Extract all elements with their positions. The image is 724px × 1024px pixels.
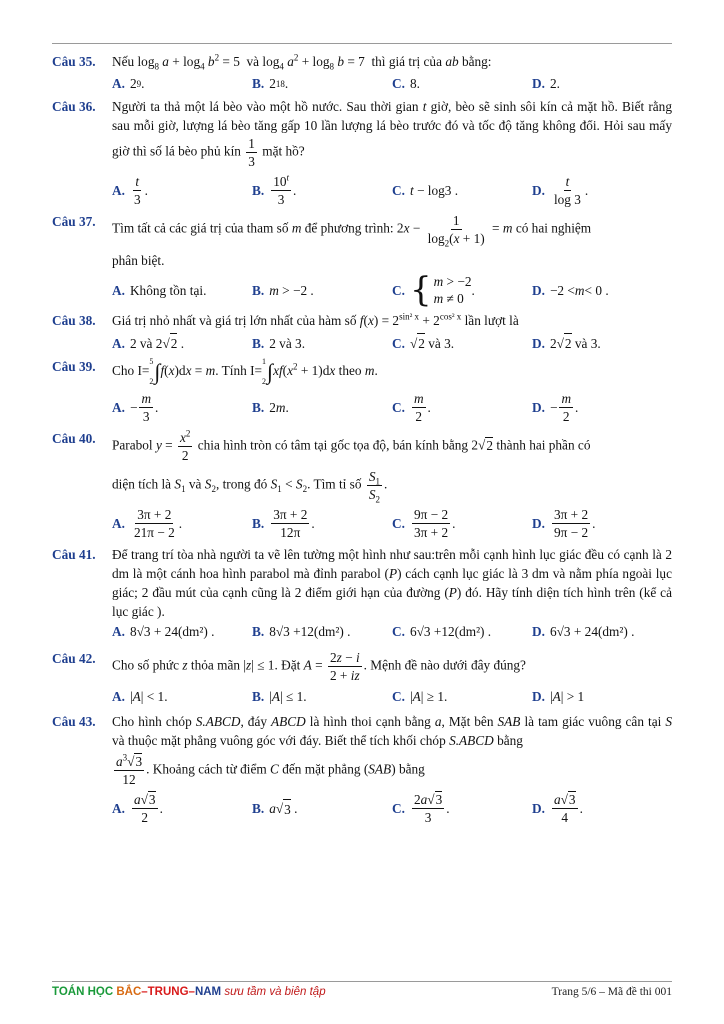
option-a[interactable]: A. − $\frac{m}{3}$ . — [112, 391, 159, 424]
options — [112, 506, 672, 541]
question-number: Câu 43. — [52, 714, 96, 729]
option-c[interactable]: C. $\frac{9\pi - 2}{3\pi + 2}$ . — [392, 507, 456, 540]
option-d[interactable]: D. $\frac{a√3}{4}$ . — [532, 792, 583, 825]
option-c[interactable]: C. 6√3 +12(dm²) . — [392, 624, 492, 639]
footer-brand: TOÁN HỌC BẮC–TRUNG–NAM sưu tầm và biên tập — [52, 986, 326, 998]
options — [112, 173, 672, 208]
question-stem: Parabol y = $\frac{x^2}{2}$ chia hình tròn có tâm tại gốc tọa độ, bán kính bằng 2√2 thành hai phần có diện tích là $S_1$ và $S_2$, trong đó $S_1 < S_2$. Tìm tỉ số $\frac{S_1}{S_2}$ . — [112, 428, 591, 505]
option-d[interactable]: D. −2 < m < 0 . — [532, 282, 609, 298]
option-c[interactable]: C. t − log3 . — [392, 183, 459, 198]
question-number: Câu 39. — [52, 359, 96, 374]
option-c[interactable]: C. { m > −2 m ≠ 0 . — [392, 270, 475, 310]
option-d[interactable]: D. 2. — [532, 76, 560, 91]
option-c[interactable]: C. √ 2 và 3. — [392, 333, 532, 353]
option-a[interactable]: A. 2 và 2√ 2 . — [112, 333, 252, 353]
question-41 — [52, 545, 672, 641]
options — [112, 390, 672, 425]
question-35 — [52, 52, 672, 93]
option-d[interactable]: D. 6√3 + 24(dm²) . — [532, 624, 635, 639]
question-stem: Cho I= 5 2 ∫ f(x)dx = m. Tính I= 1 2 ∫ $xf(x^2 + 1)dx$ theo m. — [112, 357, 378, 386]
question-number: Câu 40. — [52, 431, 96, 446]
question-stem: Người ta thả một lá bèo vào một hồ nước. Sau thời gian t giờ, bèo sẽ sinh sôi kín cả mặt hồ. Biết rằng sau mỗi giờ, lượng lá bèo tăng gấp 10 lần lượng lá bèo trước đó và tốc độ tăng không đổi. Hỏi sau mấy giờ thì số lá bèo phủ kín $\frac{1}{3}$ mặt hồ? — [112, 99, 672, 169]
question-stem: Giá trị nhỏ nhất và giá trị lớn nhất của hàm số $f(x) = 2^{sin^2 x} + 2^{cos^2 x}$ lần lượt là — [112, 311, 519, 328]
header-rule — [52, 43, 672, 44]
footer-rule — [52, 981, 672, 982]
option-b[interactable]: B. m > −2 . — [252, 282, 314, 298]
option-a[interactable]: A. Không tồn tại. — [112, 282, 207, 298]
question-stem: Cho hình chóp S.ABCD, đáy ABCD là hình thoi cạnh bằng a, Mặt bên SAB là tam giác vuông cân tại S và thuộc mặt phẳng vuông góc với đáy. Biết thể tích khối chóp S.ABCD bằng $\frac{a^3√3}{12}$ . Khoảng cách từ điểm C đến mặt phẳng (SAB) bằng — [112, 714, 672, 787]
option-d[interactable]: D. 2√ 2 và 3. — [532, 333, 672, 353]
question-36 — [52, 97, 672, 208]
question-number: Câu 38. — [52, 313, 96, 328]
option-b[interactable]: B. a √ 3 . — [252, 791, 392, 826]
option-b[interactable]: B. 2 m . — [252, 400, 289, 415]
question-stem: Tìm tất cả các giá trị của tham số m để phương trình: 2x − $\frac{1}{\log_2(x + 1)}$ = m có hai nghiệm phân biệt. — [112, 213, 592, 268]
question-43 — [52, 712, 672, 826]
question-stem: Nếu $\log_8 a + \log_4 b^2 = 5$ và $\log_4 a^2 + \log_8 b = 7$ thì giá trị của ab bằng: — [112, 52, 492, 72]
option-b[interactable]: B. 2 18 . — [252, 76, 289, 91]
option-a[interactable]: A. 2 9 . — [112, 76, 145, 91]
question-number: Câu 37. — [52, 214, 96, 229]
question-stem: Để trang trí tòa nhà người ta vẽ lên tường một hình như sau:trên mỗi cạnh hình lục giác đều có cạnh là 2 dm là một cánh hoa hình parabol mà đỉnh parabol (P) cách cạnh lục giác là 3 dm và nằm phía ngoài lục giác; 2 đầu mút của cạnh cũng là 2 điểm giới hạn của đường (P) đó. Hãy tính diện tích hình trên (kể cả lục giác ). — [112, 547, 673, 619]
question-39 — [52, 357, 672, 425]
option-a[interactable]: A. $\frac{3\pi + 2}{21\pi - 2}$ . — [112, 507, 183, 540]
question-number: Câu 42. — [52, 651, 96, 666]
options — [112, 270, 672, 310]
option-a[interactable]: A. 8√3 + 24(dm²) . — [112, 624, 215, 639]
option-d[interactable]: D. | A | > 1 — [532, 689, 585, 704]
options — [112, 687, 672, 706]
option-b[interactable]: B. $\frac{10^t}{3}$ . — [252, 172, 297, 207]
question-40 — [52, 429, 672, 541]
options — [112, 333, 672, 353]
option-b[interactable]: B. 8√3 +12(dm²) . — [252, 624, 351, 639]
exam-page — [52, 52, 672, 830]
question-42 — [52, 649, 672, 706]
question-stem: Cho số phức z thỏa mãn |z| ≤ 1. Đặt A = $\frac{2z - i}{2 + iz}$ . Mệnh đề nào dưới đây đúng? — [112, 650, 526, 683]
question-37 — [52, 212, 672, 310]
option-d[interactable]: D. $\frac{3\pi + 2}{9\pi - 2}$ . — [532, 507, 596, 540]
options — [112, 791, 672, 826]
option-d[interactable]: D. $\frac{t}{\log 3}$ . — [532, 174, 589, 207]
option-b[interactable]: B. | A | ≤ 1. — [252, 689, 307, 704]
option-c[interactable]: C. | A | ≥ 1. — [392, 689, 448, 704]
options — [112, 74, 672, 93]
question-number: Câu 41. — [52, 547, 96, 562]
option-b[interactable]: B. $\frac{3\pi + 2}{12\pi}$ . — [252, 507, 315, 540]
question-number: Câu 36. — [52, 99, 96, 114]
option-c[interactable]: C. $\frac{2a√3}{3}$ . — [392, 792, 450, 825]
options — [112, 622, 672, 641]
option-c[interactable]: C. 8. — [392, 76, 420, 91]
option-d[interactable]: D. − $\frac{m}{2}$ . — [532, 391, 579, 424]
page-footer — [52, 986, 672, 998]
option-a[interactable]: A. | A | < 1. — [112, 689, 168, 704]
page-number: Trang 5/6 – Mã đề thi 001 — [551, 986, 672, 998]
option-a[interactable]: A. $\frac{t}{3}$ . — [112, 174, 148, 207]
option-a[interactable]: A. $\frac{a√3}{2}$ . — [112, 792, 163, 825]
question-38 — [52, 311, 672, 353]
option-c[interactable]: C. $\frac{m}{2}$ . — [392, 391, 431, 424]
question-number: Câu 35. — [52, 54, 96, 69]
option-b[interactable]: B. 2 và 3. — [252, 335, 306, 351]
